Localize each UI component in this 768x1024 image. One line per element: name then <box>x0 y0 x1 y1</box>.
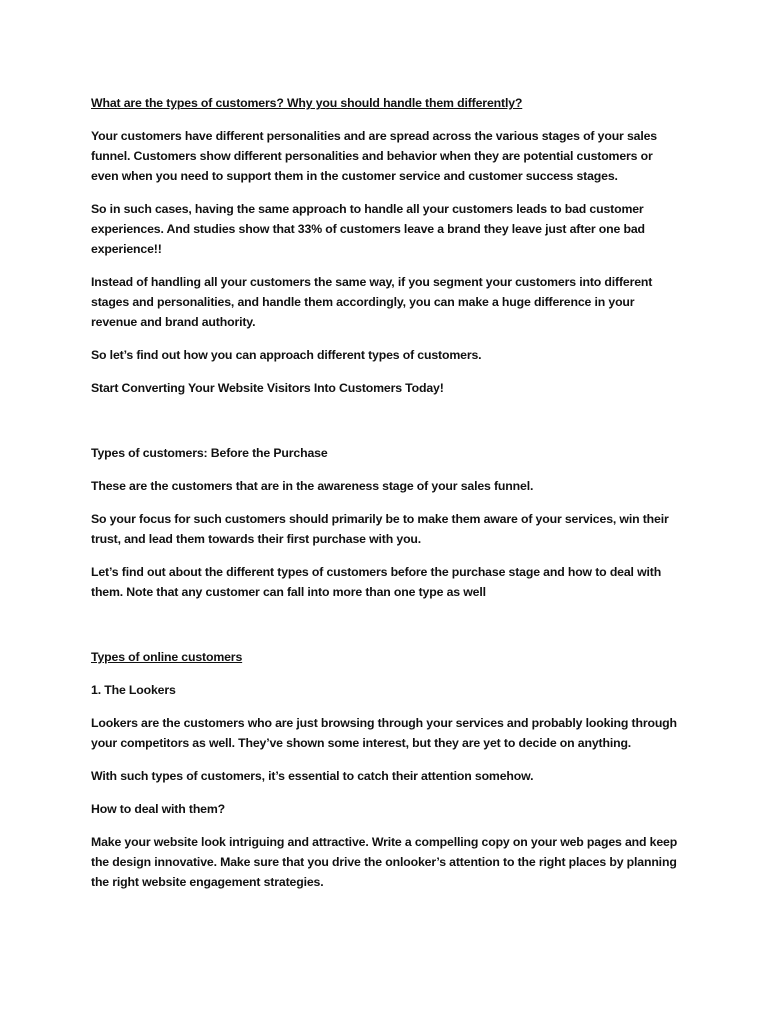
lookers-paragraph-4: Make your website look intriguing and attractive. Write a compelling copy on your web pages and keep the design innovative. Make sure that you drive the onlooker’s attention to the right places by planning the right website engagement strategies. <box>91 835 678 889</box>
lookers-paragraph-2: With such types of customers, it’s essential to catch their attention somehow. <box>91 769 534 783</box>
intro-paragraph-4: So let’s find out how you can approach different types of customers. <box>91 348 482 362</box>
intro-paragraph-1: Your customers have different personalities and are spread across the various stages of your sales funnel. Customers show different personalities and behavior when they are potential customers or even when you need to support them in the customer service and customer success stages. <box>91 129 657 183</box>
before-purchase-paragraph-3: Let’s find out about the different types of customers before the purchase stage and how to deal with them. Note that any customer can fall into more than one type as well <box>91 565 662 599</box>
subheading-lookers: 1. The Lookers <box>91 683 176 697</box>
cta-text: Start Converting Your Website Visitors Into Customers Today! <box>91 381 444 395</box>
document-page <box>91 93 681 892</box>
lookers-paragraph-1: Lookers are the customers who are just browsing through your services and probably looking through your competitors as well. They’ve shown some interest, but they are yet to decide on anything. <box>91 716 677 750</box>
intro-paragraph-3: Instead of handling all your customers the same way, if you segment your customers into different stages and personalities, and handle them accordingly, you can make a huge difference in your revenue and brand authority. <box>91 275 653 329</box>
intro-paragraph-2: So in such cases, having the same approach to handle all your customers leads to bad customer experiences. And studies show that 33% of customers leave a brand they leave just after one bad experience!! <box>91 202 645 256</box>
document-title: What are the types of customers? Why you should handle them differently? <box>91 96 523 110</box>
section-heading-before-purchase: Types of customers: Before the Purchase <box>91 446 328 460</box>
before-purchase-paragraph-2: So your focus for such customers should primarily be to make them aware of your services, win their trust, and lead them towards their first purchase with you. <box>91 512 669 546</box>
lookers-paragraph-3: How to deal with them? <box>91 802 226 816</box>
before-purchase-paragraph-1: These are the customers that are in the awareness stage of your sales funnel. <box>91 479 534 493</box>
section-heading-online-customers: Types of online customers <box>91 650 243 664</box>
